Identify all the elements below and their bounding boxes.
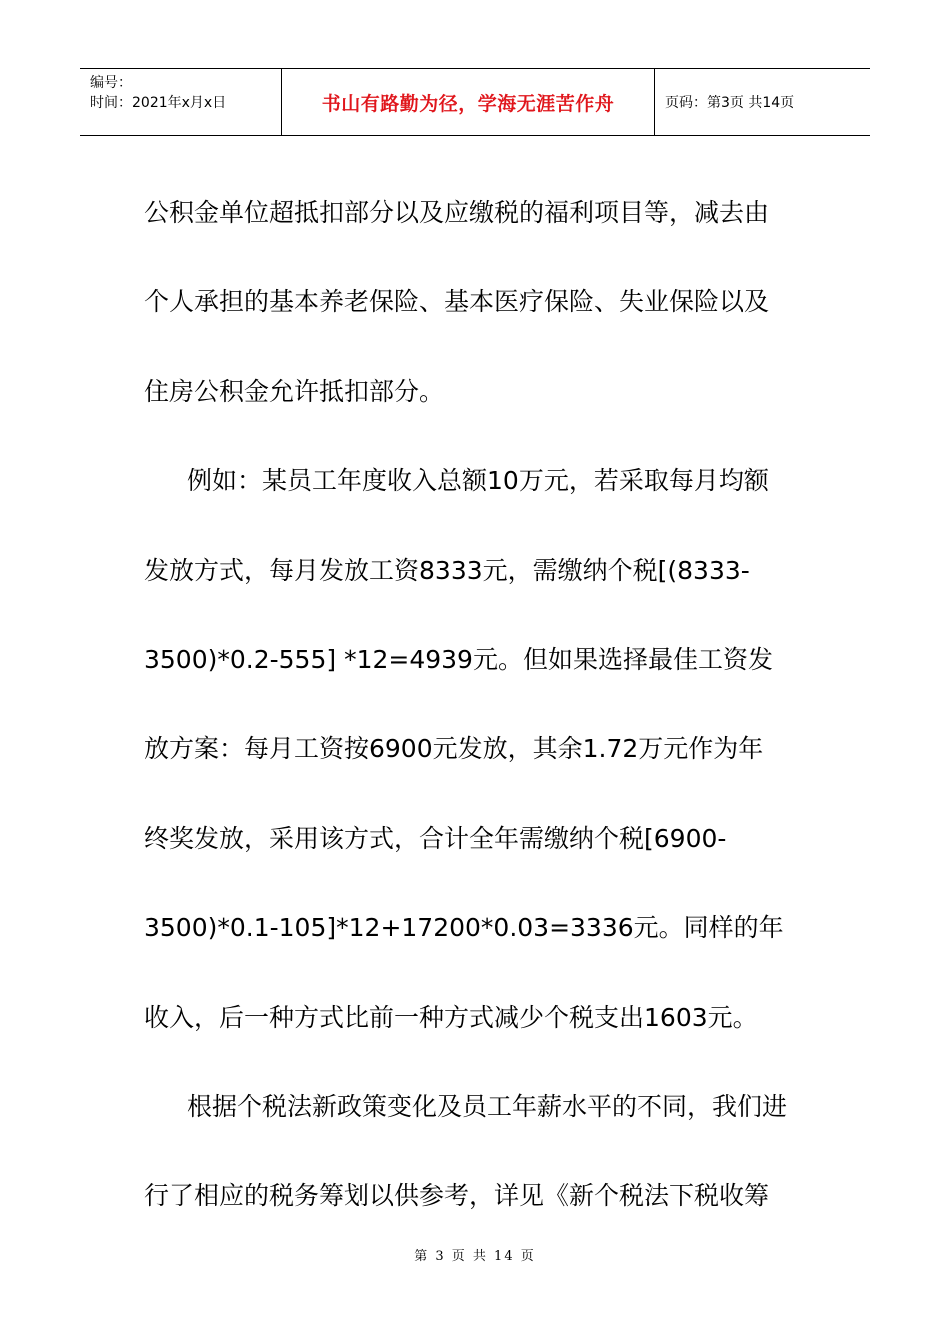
header-meta-cell (80, 69, 282, 135)
body-line: 发放方式，每月发放工资8333元，需缴纳个税[(8333- (144, 555, 750, 585)
body-line: 住房公积金允许抵扣部分。 (144, 376, 445, 406)
body-line: 收入，后一种方式比前一种方式减少个税支出1603元。 (144, 1002, 758, 1032)
serial-label: 编号： (90, 75, 132, 91)
body-line: 3500)*0.1-105]*12+17200*0.03=3336元。同样的年 (144, 913, 784, 943)
motto-text: 书山有路勤为径，学海无涯苦作舟 (321, 92, 615, 115)
body-line: 公积金单位超抵扣部分以及应缴税的福利项目等，减去由 (144, 198, 770, 227)
header-page-cell (655, 69, 870, 135)
body-line: 根据个税法新政策变化及员工年薪水平的不同，我们进 (187, 1091, 788, 1121)
body-line: 个人承担的基本养老保险、基本医疗保险、失业保险以及 (144, 287, 770, 317)
body-line: 3500)*0.2-555] *12=4939元。但如果选择最佳工资发 (144, 644, 773, 674)
body-line: 放方案：每月工资按6900元发放，其余1.72万元作为年 (144, 734, 764, 764)
document-body (144, 168, 824, 1241)
page-footer: 第 3 页 共 14 页 (414, 1249, 536, 1264)
page-header (80, 68, 870, 136)
header-page-info: 页码：第3页 共14页 (665, 95, 795, 111)
body-line: 终奖发放，采用该方式，合计全年需缴纳个税[6900- (144, 823, 727, 853)
header-motto-cell (282, 69, 655, 135)
date-label: 时间：2021年x月x日 (90, 95, 227, 111)
body-line: 行了相应的税务筹划以供参考，详见《新个税法下税收筹 (144, 1181, 770, 1211)
body-line: 例如：某员工年度收入总额10万元，若采取每月均额 (187, 466, 769, 496)
